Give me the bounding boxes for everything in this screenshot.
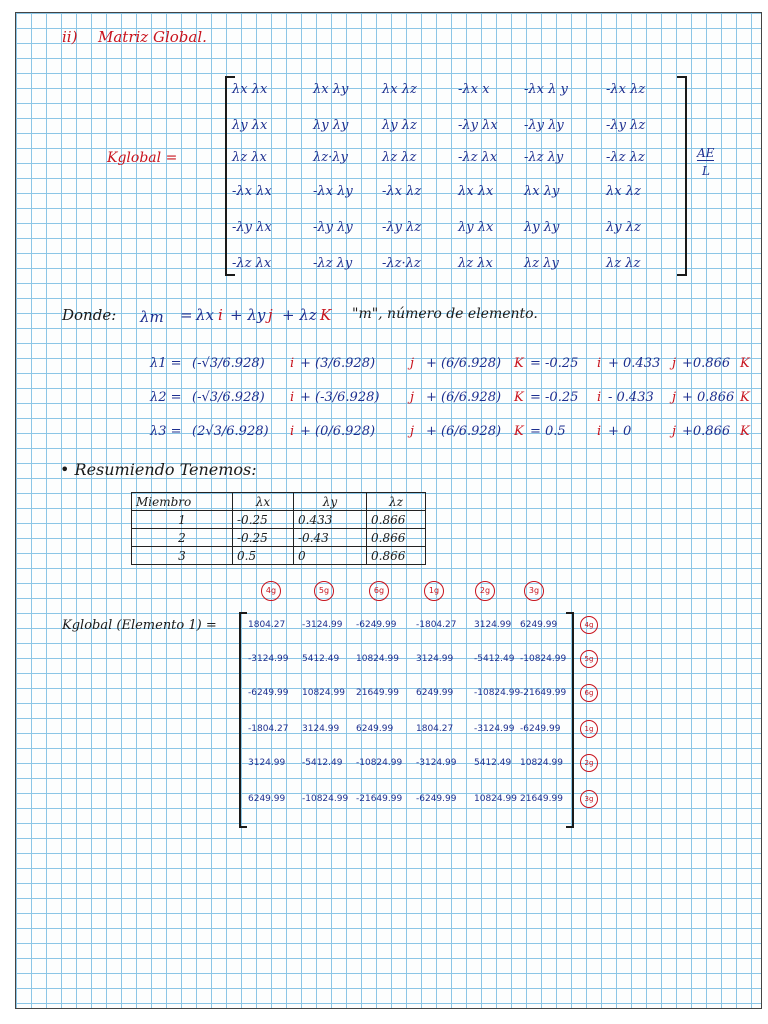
symbolic-matrix-cell: λx λz <box>382 82 417 97</box>
symbolic-matrix-cell: -λx x <box>458 82 490 97</box>
numeric-matrix-cell: -5412.49 <box>302 758 343 768</box>
donde-note: "m", número de elemento. <box>352 306 538 322</box>
numeric-matrix-cell: 6249.99 <box>520 620 558 630</box>
dof-label-right: 2g <box>580 754 598 772</box>
numeric-matrix-cell: -21649.99 <box>356 794 403 804</box>
numeric-matrix-cell: -3124.99 <box>474 724 515 734</box>
donde-prefix: Donde: <box>62 306 117 324</box>
symbolic-matrix-cell: -λx λ y <box>524 82 568 97</box>
symbolic-matrix-cell: λz λx <box>232 150 267 165</box>
numeric-matrix-cell: 5412.49 <box>474 758 512 768</box>
numeric-matrix-cell: -3124.99 <box>416 758 457 768</box>
table-cell: -0.25 <box>233 529 294 547</box>
numeric-matrix-cell: -1804.27 <box>248 724 289 734</box>
numeric-matrix-cell: 21649.99 <box>356 688 399 698</box>
symbolic-matrix-cell: λz λy <box>524 256 559 271</box>
kglobal-label: Kglobal = <box>107 150 178 166</box>
lambda-m: λm <box>140 308 164 326</box>
header-lambda-x: λx <box>233 493 294 511</box>
lambda-2-a: (-√3/6.928) <box>192 390 265 405</box>
lambda-2-c: + (6/6.928) <box>426 390 502 405</box>
page-title: Matriz Global. <box>98 28 207 46</box>
lambda-3-a: (2√3/6.928) <box>192 424 269 439</box>
symbolic-matrix-cell: -λy λx <box>232 220 272 235</box>
lambda-3-res2: + 0 <box>608 424 632 439</box>
numeric-matrix-cell: 3124.99 <box>474 620 512 630</box>
symbolic-matrix-cell: -λx λz <box>382 184 422 199</box>
symbolic-matrix-cell: -λy λy <box>524 118 564 133</box>
numeric-matrix-cell: 6249.99 <box>416 688 454 698</box>
left-bracket <box>225 76 235 276</box>
numeric-matrix-cell: -10824.99 <box>302 794 349 804</box>
table-cell: -0.43 <box>294 529 367 547</box>
numeric-matrix-cell: 3124.99 <box>302 724 340 734</box>
lambda-2-res1i: i <box>597 390 602 405</box>
lambda-1-res3: +0.866 <box>682 356 731 371</box>
numeric-matrix-cell: 6249.99 <box>248 794 286 804</box>
dof-label-top: 1g <box>424 581 444 601</box>
numeric-matrix-cell: 10824.99 <box>356 654 399 664</box>
lambda-3-res3: +0.866 <box>682 424 731 439</box>
table-cell: 0.866 <box>367 511 426 529</box>
lambda-2-res3: + 0.866 <box>682 390 735 405</box>
numeric-matrix-cell: -6249.99 <box>248 688 289 698</box>
lambda-3-res2j: j <box>672 424 677 439</box>
lambda-1-res2j: j <box>672 356 677 371</box>
numeric-matrix-cell: -3124.99 <box>248 654 289 664</box>
dof-label-right: 6g <box>580 684 598 702</box>
lambda-2-lhs: λ2 = <box>150 390 182 405</box>
numeric-matrix-cell: -10824.99 <box>356 758 403 768</box>
lambda-3-lhs: λ3 = <box>150 424 182 439</box>
lambda-2-ck: K <box>514 390 524 405</box>
numeric-matrix-cell: 10824.99 <box>302 688 345 698</box>
header-lambda-z: λz <box>367 493 426 511</box>
symbolic-matrix-cell: λz·λy <box>313 150 348 165</box>
section-index: ii) <box>62 28 78 46</box>
numeric-matrix-cell: -5412.49 <box>474 654 515 664</box>
symbolic-matrix-cell: -λz·λz <box>382 256 421 271</box>
dof-label-right: 5g <box>580 650 598 668</box>
donde-unit-j: j <box>268 306 273 324</box>
lambda-1-lhs: λ1 = <box>150 356 182 371</box>
dof-label-right: 1g <box>580 720 598 738</box>
symbolic-matrix-cell: -λy λz <box>606 118 646 133</box>
numeric-matrix-cell: -10824.99 <box>474 688 521 698</box>
symbolic-matrix-cell: -λy λz <box>382 220 422 235</box>
lambda-3-res3k: K <box>740 424 750 439</box>
factor-denominator: L <box>702 164 710 178</box>
symbolic-matrix-cell: λy λx <box>232 118 268 133</box>
symbolic-matrix-cell: -λz λz <box>606 150 645 165</box>
lambda-1-res2: + 0.433 <box>608 356 661 371</box>
symbolic-matrix-cell: λx λy <box>313 82 349 97</box>
dof-label-top: 4g <box>261 581 281 601</box>
donde-unit-k: K <box>320 306 332 324</box>
symbolic-matrix-cell: -λz λx <box>232 256 272 271</box>
factor-numerator: AE <box>697 146 715 160</box>
symbolic-matrix-cell: -λy λy <box>313 220 353 235</box>
donde-unit-i: i <box>218 306 223 324</box>
lambda-3-c: + (6/6.928) <box>426 424 502 439</box>
numeric-matrix-cell: -1804.27 <box>416 620 457 630</box>
table-cell: 0.866 <box>367 547 426 565</box>
symbolic-matrix-cell: λy λz <box>606 220 641 235</box>
numeric-matrix-cell: 5412.49 <box>302 654 340 664</box>
symbolic-matrix-cell: λx λz <box>606 184 641 199</box>
lambda-2-b: + (-3/6.928) <box>300 390 380 405</box>
lambda-3-res1i: i <box>597 424 602 439</box>
lambda-2-res2: - 0.433 <box>608 390 654 405</box>
numeric-matrix-cell: -10824.99 <box>520 654 567 664</box>
table-cell: 3 <box>132 547 233 565</box>
kglobal-element-label: Kglobal (Elemento 1) = <box>62 618 217 633</box>
symbolic-matrix-cell: λz λz <box>382 150 417 165</box>
table-cell: 2 <box>132 529 233 547</box>
numeric-left-bracket <box>239 612 247 828</box>
header-miembro: Miembro <box>132 493 233 511</box>
symbolic-matrix-cell: -λz λy <box>524 150 564 165</box>
dof-label-right: 3g <box>580 790 598 808</box>
numeric-matrix-cell: -6249.99 <box>416 794 457 804</box>
summary-table <box>131 492 426 565</box>
lambda-3-b: + (0/6.928) <box>300 424 376 439</box>
dof-label-top: 3g <box>524 581 544 601</box>
table-row <box>132 529 426 547</box>
symbolic-matrix-cell: λx λy <box>524 184 560 199</box>
lambda-2-res2j: j <box>672 390 677 405</box>
donde-term-z: + λz <box>282 306 317 324</box>
numeric-matrix-cell: 21649.99 <box>520 794 563 804</box>
lambda-1-ck: K <box>514 356 524 371</box>
numeric-matrix-cell: -6249.99 <box>520 724 561 734</box>
table-row <box>132 547 426 565</box>
lambda-3-bj: j <box>410 424 415 439</box>
lambda-1-res3k: K <box>740 356 750 371</box>
numeric-matrix-cell: 1804.27 <box>248 620 286 630</box>
donde-term-x: λx <box>196 306 214 324</box>
lambda-2-bj: j <box>410 390 415 405</box>
table-cell: 1 <box>132 511 233 529</box>
numeric-matrix-cell: 3124.99 <box>248 758 286 768</box>
numeric-matrix-cell: -21649.99 <box>520 688 567 698</box>
symbolic-matrix-cell: λz λx <box>458 256 493 271</box>
summary-header-row <box>132 493 426 511</box>
symbolic-matrix-cell: -λx λx <box>232 184 272 199</box>
numeric-matrix-cell: 1804.27 <box>416 724 454 734</box>
numeric-matrix-cell: 10824.99 <box>474 794 517 804</box>
symbolic-matrix-cell: -λz λy <box>313 256 353 271</box>
dof-label-top: 6g <box>369 581 389 601</box>
symbolic-matrix-cell: λx λx <box>458 184 494 199</box>
donde-equals: = <box>180 306 193 324</box>
lambda-3-res1: = 0.5 <box>530 424 566 439</box>
lambda-3-ai: i <box>290 424 295 439</box>
lambda-2-ai: i <box>290 390 295 405</box>
symbolic-matrix-cell: λz λz <box>606 256 641 271</box>
dof-label-top: 2g <box>475 581 495 601</box>
table-cell: 0 <box>294 547 367 565</box>
lambda-1-res1: = -0.25 <box>530 356 579 371</box>
numeric-matrix-cell: 3124.99 <box>416 654 454 664</box>
numeric-matrix-cell: -3124.99 <box>302 620 343 630</box>
right-bracket <box>677 76 687 276</box>
lambda-2-res1: = -0.25 <box>530 390 579 405</box>
lambda-1-c: + (6/6.928) <box>426 356 502 371</box>
symbolic-matrix-cell: λy λy <box>524 220 560 235</box>
header-lambda-y: λy <box>294 493 367 511</box>
lambda-3-ck: K <box>514 424 524 439</box>
symbolic-matrix-cell: -λx λz <box>606 82 646 97</box>
dof-label-right: 4g <box>580 616 598 634</box>
table-cell: 0.866 <box>367 529 426 547</box>
symbolic-matrix-cell: -λy λx <box>458 118 498 133</box>
symbolic-matrix-cell: λy λx <box>458 220 494 235</box>
lambda-1-ai: i <box>290 356 295 371</box>
table-cell: 0.433 <box>294 511 367 529</box>
lambda-1-b: + (3/6.928) <box>300 356 376 371</box>
numeric-right-bracket <box>566 612 574 828</box>
symbolic-matrix-cell: -λz λx <box>458 150 498 165</box>
numeric-matrix-cell: -6249.99 <box>356 620 397 630</box>
lambda-1-a: (-√3/6.928) <box>192 356 265 371</box>
lambda-2-res3k: K <box>740 390 750 405</box>
symbolic-matrix-cell: λx λx <box>232 82 268 97</box>
lambda-1-res1i: i <box>597 356 602 371</box>
resumiendo-heading: • Resumiendo Tenemos: <box>60 460 257 479</box>
lambda-1-bj: j <box>410 356 415 371</box>
numeric-matrix-cell: 10824.99 <box>520 758 563 768</box>
symbolic-matrix-cell: λy λz <box>382 118 417 133</box>
table-cell: -0.25 <box>233 511 294 529</box>
symbolic-matrix-cell: λy λy <box>313 118 349 133</box>
symbolic-matrix-cell: -λx λy <box>313 184 353 199</box>
donde-term-y: + λy <box>230 306 266 324</box>
table-row <box>132 511 426 529</box>
table-cell: 0.5 <box>233 547 294 565</box>
numeric-matrix-cell: 6249.99 <box>356 724 394 734</box>
dof-label-top: 5g <box>314 581 334 601</box>
